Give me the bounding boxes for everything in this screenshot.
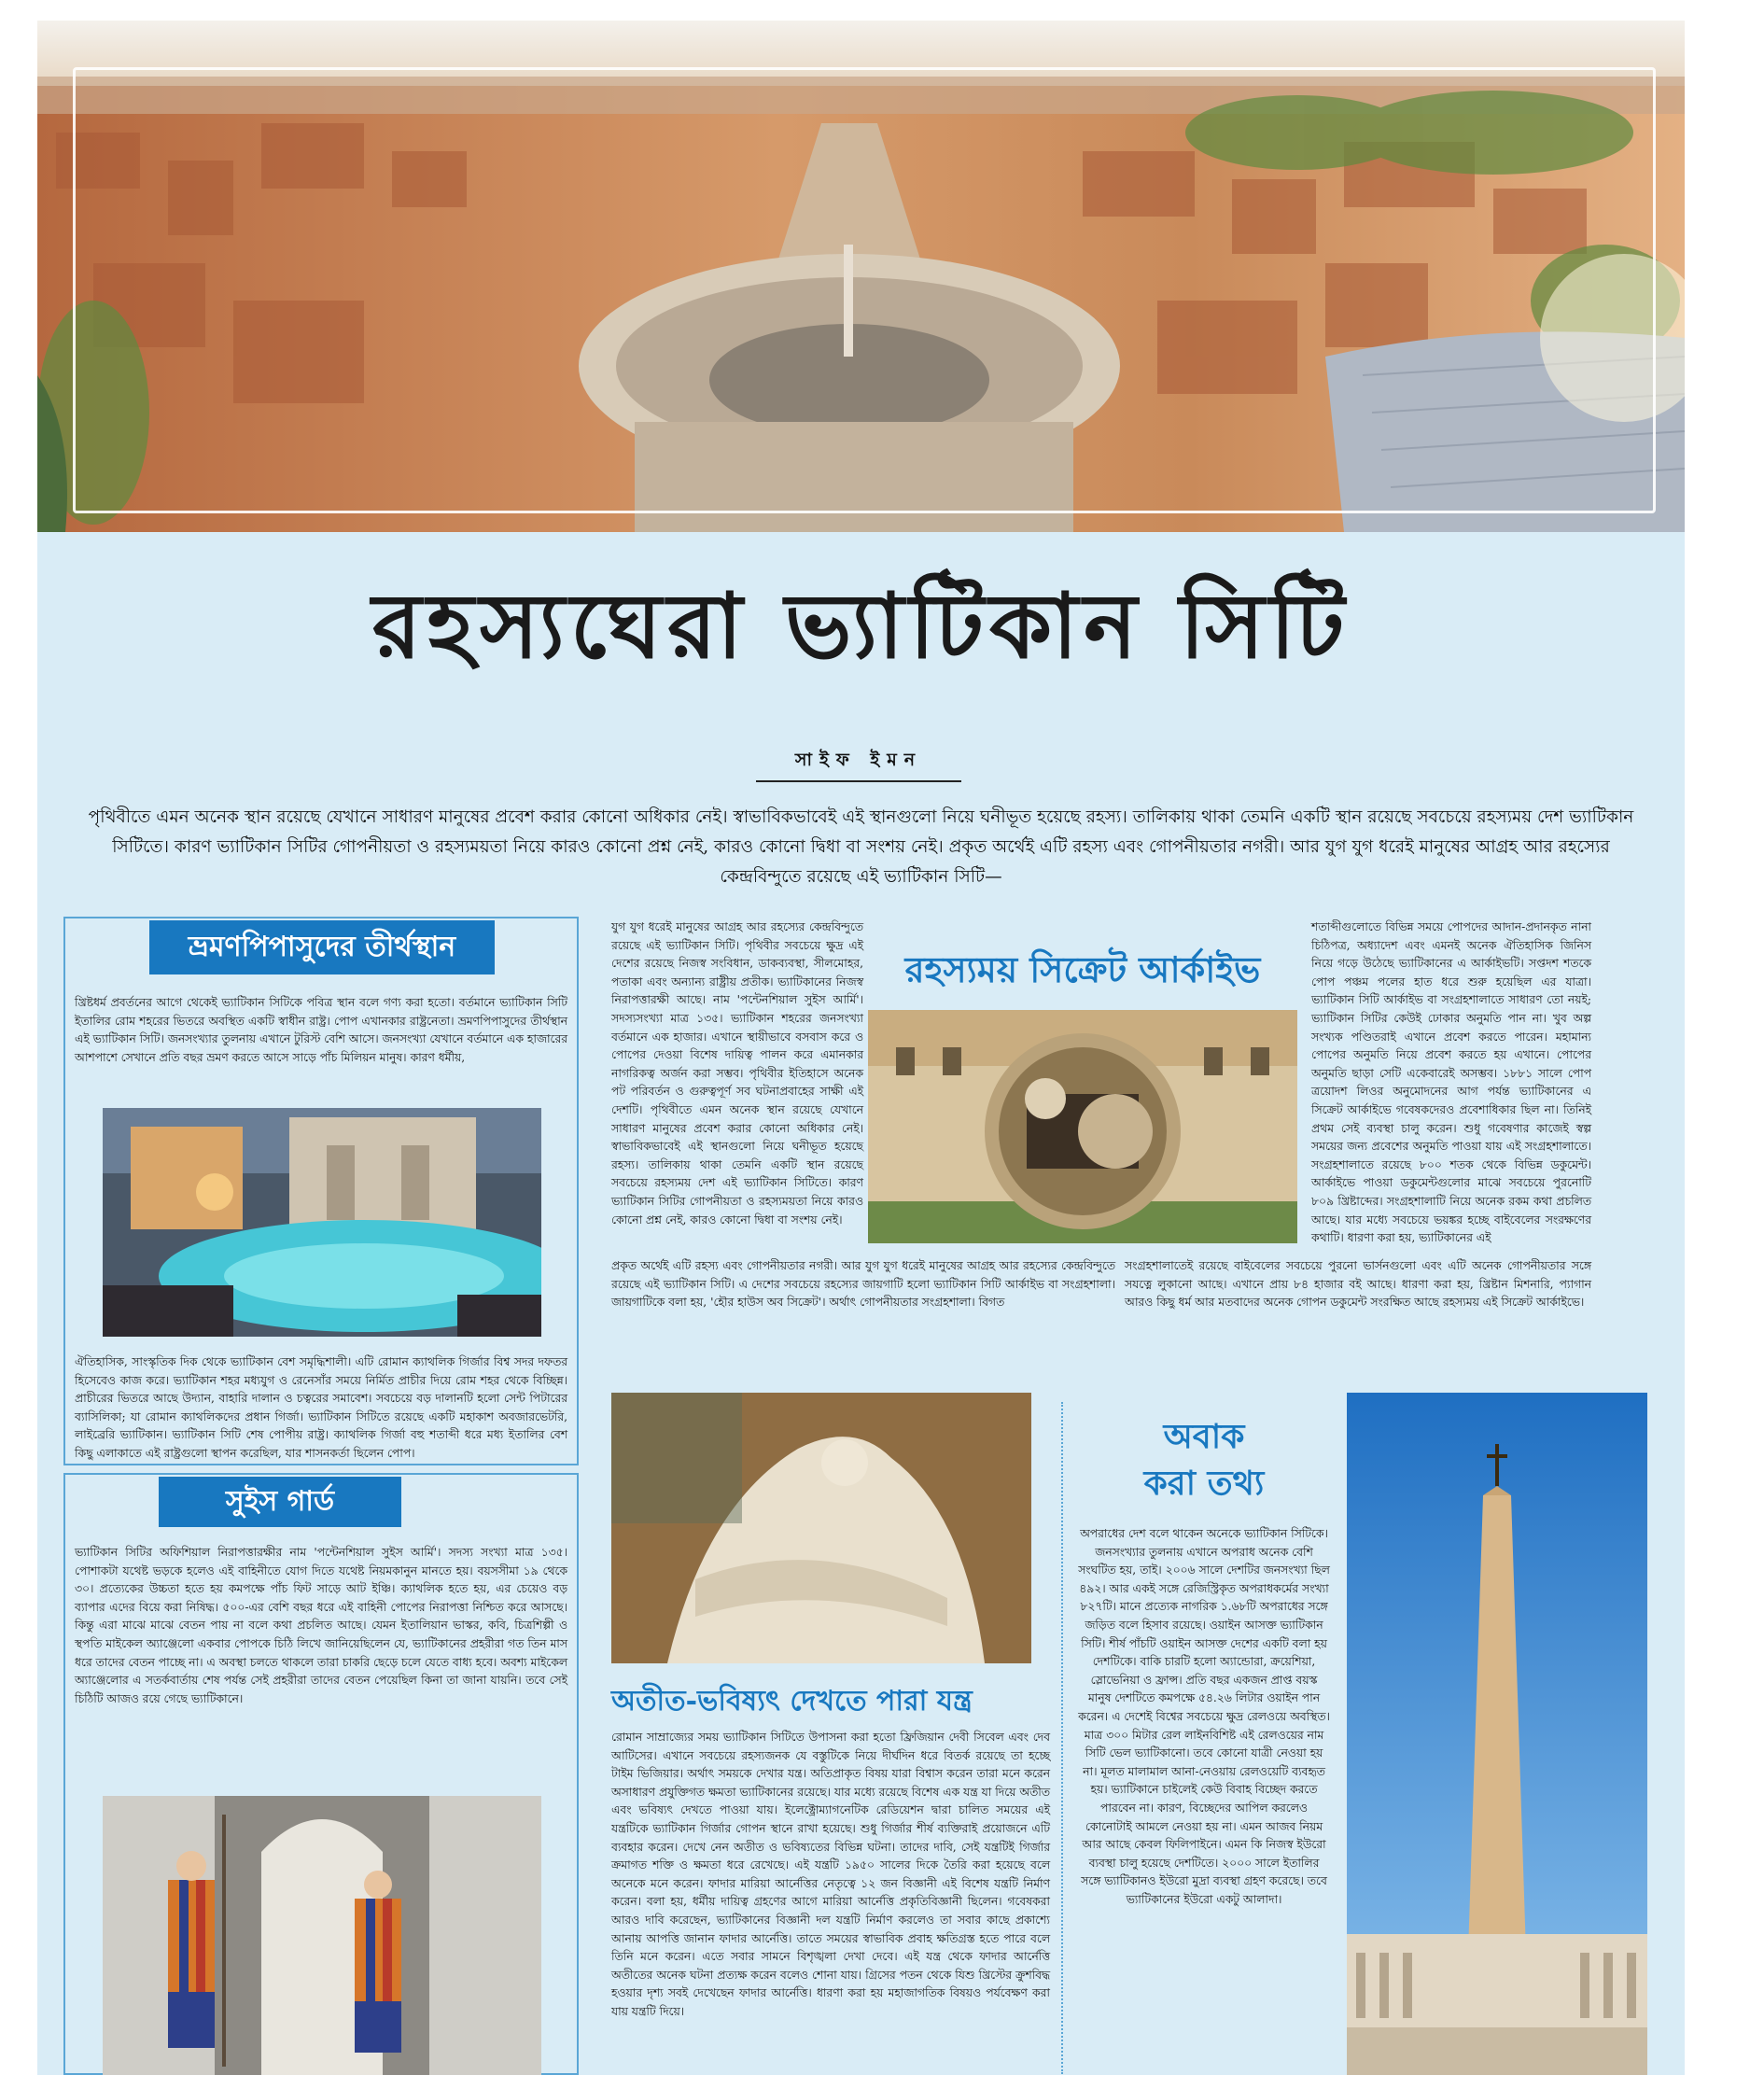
archive-right-text: শতাব্দীগুলোতে বিভিন্ন সময়ে পোপদের আদান-প্রদানকৃত নানা চিঠিপত্র, অধ্যাদেশ এবং এমনই অনেক ঐতিহাসিক জিনিস নিয়ে গড়ে উঠেছে ভ্যাটিকানের এ আর্কাইভটি। সপ্তদশ শতকে পোপ পঞ্চম পলের হাত ধরে শুরু হয়েছিল এর যাত্রা। ভ্যাটিকান সিটি আর্কাইভ বা সংগ্রহশালাতে সাধারণ তো নয়ই; ভ্যাটিকান সিটির কেউই ঢোকার অনুমতি পান না। খুব অল্প সংখ্যক পণ্ডিতরাই এখানে প্রবেশ করতে পারেন। মহামান্য পোপের অনুমতি নিয়ে প্রবেশ করতে হয় এখানে। পোপের অনুমতি ছাড়া সেটি একেবারেই অসম্ভব। ১৮৮১ সালে পোপ ত্রয়োদশ লিওর অনুমোদনের আগ পর্যন্ত ভ্যাটিকানের এ সিক্রেট আর্কাইভে গবেষকদেরও প্রবেশাধিকার ছিল না। তিনিই প্রথম সেই ব্যবস্থা চালু করেন। শুধু গবেষণার কাজেই স্বল্প সময়ের জন্য প্রবেশের অনুমতি পাওয়া যায় এই সংগ্রহশালাতে। সংগ্রহশালাতে রয়েছে ৮০০ শতক থেকে বিভিন্ন ডকুমেন্ট। আর্কাইভে পাওয়া ডকুমেন্টগুলোর মাঝে সবচেয়ে পুরনোটি ৮০৯ খ্রিষ্টাব্দের। সংগ্রহশালাটি নিয়ে অনেক রকম কথা প্রচলিত আছে। যার মধ্যে সবচেয়ে ভয়ঙ্কর হচ্ছে বাইবেলের সংরক্ষণের কথাটি। ধারণা করা হয়, ভ্যাটিকানের এই xyxy=(1311,920,1591,1245)
archive-wide-text: সংগ্রহশালাতেই রয়েছে বাইবেলের সবচেয়ে পুরনো ভার্সনগুলো এবং এটি অনেক গোপনীয়তার সঙ্গে সযত্নে লুকানো আছে। এখানে প্রায় ৮৪ হাজার বই আছে। ধারণা করা হয়, খ্রিষ্টান মিশনারি, প্যাগান আরও কিছু ধর্ম আর মতবাদের অনেক গোপন ডকুমেন্ট সংরক্ষিত আছে রহস্যময় এই সিক্রেট আর্কাইভে। xyxy=(1125,1259,1591,1310)
archive-heading: রহস্যময় সিক্রেট আর্কাইভ xyxy=(904,948,1261,990)
hero-photo-vatican-panorama xyxy=(37,21,1685,532)
facts-text: অপরাধের দেশ বলে থাকেন অনেকে ভ্যাটিকান সিটিকে। জনসংখ্যার তুলনায় এখানে অপরাধ অনেক বেশি সংঘটিত হয়, তাই। ২০০৬ সালে দেশটির জনসংখ্যা ছিল ৪৯২। আর একই সঙ্গে রেজিস্ট্রিকৃত অপরাধকর্মের সংখ্যা ৮২৭টি। মানে প্রত্যেক নাগরিক ১.৬৮টি অপরাধের সঙ্গে জড়িত বলে হিসাব রয়েছে। ওয়াইন আসক্ত ভ্যাটিকান সিটি। শীর্ষ পাঁচটি ওয়াইন আসক্ত দেশের একটি বলা হয় দেশটিকে। বাকি চারটি হলো অ্যান্ডোরা, ক্রয়েশিয়া, স্লোভেনিয়া ও ফ্রান্স। প্রতি বছর একজন প্রাপ্ত বয়স্ক মানুষ দেশটিতে কমপক্ষে ৫৪.২৬ লিটার ওয়াইন পান করেন। এ দেশেই বিশ্বের সবচেয়ে ক্ষুদ্র রেলওয়ে অবস্থিত। মাত্র ৩০০ মিটার রেল লাইনবিশিষ্ট এই রেলওয়ের নাম সিটি ভেল ভ্যাটিকানো। তবে কোনো যাত্রী নেওয়া হয় না। মূলত মালামাল আনা-নেওয়ায় রেলওয়েটি ব্যবহৃত হয়। ভ্যাটিকানে চাইলেই কেউ বিবাহ বিচ্ছেদ করতে পারবেন না। কারণ, বিচ্ছেদের আপিল করলেও কোনোটাই আমলে নেওয়া হয় না। এমন আজব নিয়ম আর আছে কেবল ফিলিপাইনে। এমন কি নিজস্ব ইউরো ব্যবস্থা চালু হয়েছে দেশটিতে। ২০০০ সালে ইতালির সঙ্গে ভ্যাটিকানও ইউরো মুদ্রা ব্যবস্থা গ্রহণ করেছে। তবে ভ্যাটিকানের ইউরো একটু আলাদা। xyxy=(1078,1527,1330,1906)
machine-heading: অতীত-ভবিষ্যৎ দেখতে পারা যন্ত্র xyxy=(611,1685,973,1717)
middle-column-text: যুগ যুগ ধরেই মানুষের আগ্রহ আর রহস্যের কেন্দ্রবিন্দুতে রয়েছে এই ভ্যাটিকান সিটি। পৃথিবীর সবচেয়ে ক্ষুদ্র এই দেশের রয়েছে নিজস্ব সংবিধান, ডাকব্যবস্থা, সীলমোহর, পতাকা এবং অন্যান্য রাষ্ট্রীয় প্রতীক। ভ্যাটিকানের নিজস্ব নিরাপত্তারক্ষী আছে। নাম 'পন্টেনশিয়াল সুইস আর্মি'। সদস্যসংখ্যা মাত্র ১৩৫। ভ্যাটিকান শহরের জনসংখ্যা বর্তমানে এক হাজার। এখানে স্থায়ীভাবে বসবাস করে ও পোপের দেওয়া বিশেষ দায়িত্ব পালন করে এমানকার নাগরিকত্ব অর্জন করা সম্ভব। পৃথিবীর ইতিহাসে অনেক পট পরিবর্তন ও গুরুত্বপূর্ণ সব ঘটনাপ্রবাহের সাক্ষী এই দেশটি। পৃথিবীতে এমন অনেক স্থান রয়েছে যেখানে সাধারণ মানুষের প্রবেশ করার কোনো অধিকার নেই। স্বাভাবিকভাবেই এই স্থানগুলো নিয়ে ঘনীভূত হয়েছে রহস্য। তালিকায় থাকা তেমনি একটি স্থান রয়েছে সবচেয়ে রহস্যময় দেশ এই ভ্যাটিকান সিটিতে। কারণ ভ্যাটিকান সিটির গোপনীয়তা ও রহস্যময়তা নিয়ে কারও কোনো প্রশ্ন নেই, কারও কোনো দ্বিধা বা সংশয় নেই। xyxy=(611,920,863,1227)
newspaper-page xyxy=(37,21,1685,2075)
swiss-guard-photo xyxy=(103,1796,541,2075)
byline: সাইফ ইমন xyxy=(756,747,961,782)
facts-heading-line-1: অবাক xyxy=(1163,1417,1245,1456)
sphere-sculpture-photo xyxy=(868,1010,1297,1243)
archive-bottom-text: প্রকৃত অর্থেই এটি রহস্য এবং গোপনীয়তার নগরী। আর যুগ যুগ ধরেই মানুষের আগ্রহ আর রহস্যের কেন্দ্রবিন্দুতে রয়েছে এই ভ্যাটিকান সিটি। এ দেশের সবচেয়ে রহস্যের জায়গাটি হলো ভ্যাটিকান সিটি আর্কাইভ বা সংগ্রহশালা। জায়গাটিকে বলা হয়, 'হৌর হাউস অব সিক্রেট'। অর্থাৎ গোপনীয়তার সংগ্রহশালা। বিগত xyxy=(611,1259,1115,1310)
pilgrim-text-2: ঐতিহাসিক, সাংস্কৃতিক দিক থেকে ভ্যাটিকান বেশ সমৃদ্ধিশালী। এটি রোমান ক্যাথলিক গির্জার বিশ্ব সদর দফতর হিসেবেও কাজ করে। ভ্যাটিকান শহর মধ্যযুগ ও রেনেসাঁর সময়ে নির্মিত প্রাচীর দিয়ে রোম শহর থেকে বিচ্ছিন্ন। প্রাচীরের ভিতরে আছে উদ্যান, বাহারি দালান ও চত্বরের সমাবেশ। সবচেয়ে বড় দালানটি হলো সেন্ট পিটারের ব্যাসিলিকা; যা রোমান ক্যাথলিকদের প্রধান গির্জা। ভ্যাটিকান সিটিতে রয়েছে একটি মহাকাশ অবজারভেটরি, লাইব্রেরি ভ্যাটিকান। ভ্যাটিকান সিটি শেষ পোপীয় রাষ্ট্র। ক্যাথলিক গির্জা বহু শতাব্দী ধরে মধ্য ইতালির বেশ কিছু এলাকাতে এই রাষ্ট্রগুলো স্থাপন করেছিল, যার শাসনকর্তা ছিলেন পোপ। xyxy=(75,1355,567,1460)
pilgrim-heading: ভ্রমণপিপাসুদের তীর্থস্থান xyxy=(149,920,495,974)
machine-text: রোমান সাম্রাজ্যের সময় ভ্যাটিকান সিটিতে উপাসনা করা হতো ফ্রিজিয়ান দেবী সিবেল এবং দেব আটিসের। এখানে সবচেয়ে রহস্যজনক যে বস্তুটিকে নিয়ে দীর্ঘদিন ধরে বিতর্ক রয়েছে তা হচ্ছে টাইম ভিজিয়ার। অর্থাৎ সময়কে দেখার যন্ত্র। অতিপ্রাকৃত বিষয় যারা বিশ্বাস করেন তারা মনে করেন অসাধারণ প্রযুক্তিগত ক্ষমতা ভ্যাটিকানের রয়েছে। যার মধ্যে রয়েছে বিশেষ এক যন্ত্র যা দিয়ে অতীত এবং ভবিষ্যৎ দেখতে পাওয়া যায়। ইলেক্ট্রোম্যাগনেটিক রেডিয়েশন দ্বারা চালিত সময়ের এই যন্ত্রটিকে ভ্যাটিকান গির্জার গোপন স্থানে রাখা হয়েছে। শুধু গির্জার শীর্ষ ব্যক্তিরাই প্রয়োজনে এটি ব্যবহার করেন। দেখে নেন অতীত ও ভবিষ্যতের বিভিন্ন ঘটনা। তাদের দাবি, সেই যন্ত্রটিই গির্জার ক্রমাগত শক্তি ও ক্ষমতা ধরে রেখেছে। এই যন্ত্রটি ১৯৫০ সালের দিকে তৈরি করা হয়েছে বলে অনেকে মনে করেন। ফাদার মারিয়া আর্নেত্তির নেতৃত্বে ১২ জন বিজ্ঞানী এই বিশেষ যন্ত্রটি নির্মাণ করেন। বলা হয়, ধর্মীয় দায়িত্ব গ্রহণের আগে মারিয়া আর্নেত্তি প্রকৃতিবিজ্ঞানী ছিলেন। গবেষকরা আরও দাবি করেছেন, ভ্যাটিকানের বিজ্ঞানী দল যন্ত্রটি নির্মাণ করলেও তা সবার কাছে প্রকাশ্যে আনায় আপত্তি জানান ফাদার আর্নেত্তি। তাতে সময়ের স্বাভাবিক প্রবাহ ক্ষতিগ্রস্ত হতে পারে বলে তিনি মনে করেন। এতে সবার সামনে বিশৃঙ্খলা দেখা দেবে। এই যন্ত্র থেকে ফাদার আর্নেত্তি অতীতের অনেক ঘটনা প্রত্যক্ষ করেন বলেও শোনা যায়। গ্রিসের পতন থেকে যিশু খ্রিস্টের ক্রুশবিদ্ধ হওয়ার দৃশ্য সবই দেখেছেন ফাদার আর্নেত্তি। ধারণা করা হয় মহাজাগতিক বিষয়ও পর্যবেক্ষণ করা যায় যন্ত্রটি দিয়ে। xyxy=(611,1731,1050,2018)
column-divider xyxy=(1061,1402,1063,2074)
pilgrim-text-1: খ্রিষ্টধর্ম প্রবর্তনের আগে থেকেই ভ্যাটিকান সিটিকে পবিত্র স্থান বলে গণ্য করা হতো। বর্তমানে ভ্যাটিকান সিটি ইতালির রোম শহরের ভিতরে অবস্থিত একটি স্বাধীন রাষ্ট্র। পোপ এখানকার রাষ্ট্রনেতা। ভ্রমণপিপাসুদের তীর্থস্থান এই ভ্যাটিকান সিটি। জনসংখ্যার তুলনায় এখানে টুরিস্ট বেশি আসে। জনসংখ্যা যেখানে বর্তমানে এক হাজারের আশপাশে সেখানে প্রতি বছর ভ্রমণ করতে আসে সাড়ে পাঁচ মিলিয়ন মানুষ। কারণ ধর্মীয়, xyxy=(75,996,567,1064)
intro-paragraph: পৃথিবীতে এমন অনেক স্থান রয়েছে যেখানে সাধারণ মানুষের প্রবেশ করার কোনো অধিকার নেই। স্বাভাবিকভাবেই এই স্থানগুলো নিয়ে ঘনীভূত হয়েছে রহস্য। তালিকায় থাকা তেমনি একটি স্থান রয়েছে সবচেয়ে রহস্যময় দেশ ভ্যাটিকান সিটিতে। কারণ ভ্যাটিকান সিটির গোপনীয়তা ও রহস্যময়তা নিয়ে কারও কোনো প্রশ্ন নেই, কারও কোনো দ্বিধা বা সংশয় নেই। প্রকৃত অর্থেই এটি রহস্য এবং গোপনীয়তার নগরী। আর যুগ যুগ ধরেই মানুষের আগ্রহ আর রহস্যের কেন্দ্রবিন্দুতে রয়েছে এই ভ্যাটিকান সিটি— xyxy=(88,807,1634,887)
hero-frame xyxy=(73,67,1656,513)
pieta-sculpture-photo xyxy=(611,1393,1031,1663)
facts-heading-line-2: করা তথ্য xyxy=(1143,1464,1265,1503)
swiss-heading: সুইস গার্ড xyxy=(159,1477,401,1527)
page-title: রহস্যঘেরা ভ্যাটিকান সিটি xyxy=(371,573,1351,679)
trevi-fountain-photo xyxy=(103,1108,541,1337)
obelisk-photo xyxy=(1347,1393,1647,2075)
swiss-text: ভ্যাটিকান সিটির অফিশিয়াল নিরাপত্তারক্ষীর নাম 'পন্টেনশিয়াল সুইস আর্মি'। সদস্য সংখ্যা মাত্র ১৩৫। পোশাকটা যথেষ্ট ভড়কে হলেও এই বাহিনীতে যোগ দিতে যথেষ্ট নিয়মকানুন মানতে হয়। বয়সসীমা ১৯ থেকে ৩০। প্রত্যেকের উচ্চতা হতে হয় কমপক্ষে পাঁচ ফিট সাড়ে আট ইঞ্চি। ক্যাথলিক হতে হয়, এর চেয়েও বড় ব্যাপার এদের বিয়ে করা নিষিদ্ধ। ৫০০-এর বেশি বছর ধরে এই বাহিনী পোপের নিরাপত্তা নিশ্চিত করে আসছে। কিন্তু এরা মাঝে মাঝে বেতন পায় না বলে কথা প্রচলিত আছে। যেমন ইতালিয়ান ভাস্কর, কবি, চিত্রশিল্পী ও স্থপতি মাইকেল অ্যাঞ্জেলো একবার পোপকে চিঠি লিখে জানিয়েছিলেন যে, ভ্যাটিকানের প্রহরীরা গত তিন মাস ধরে তাদের বেতন পাচ্ছে না। এ অবস্থা চলতে থাকলে তারা চাকরি ছেড়ে চলে যেতে বাধ্য হবে। অবশ্য মাইকেল অ্যাঞ্জেলোর এ সতর্কবার্তায় শেষ পর্যন্ত সেই প্রহরীরা তাদের বেতন পেয়েছিল কিনা তা জানা যায়নি। তবে সেই চিঠিটি আজও রয়ে গেছে ভ্যাটিকানে। xyxy=(75,1546,567,1705)
